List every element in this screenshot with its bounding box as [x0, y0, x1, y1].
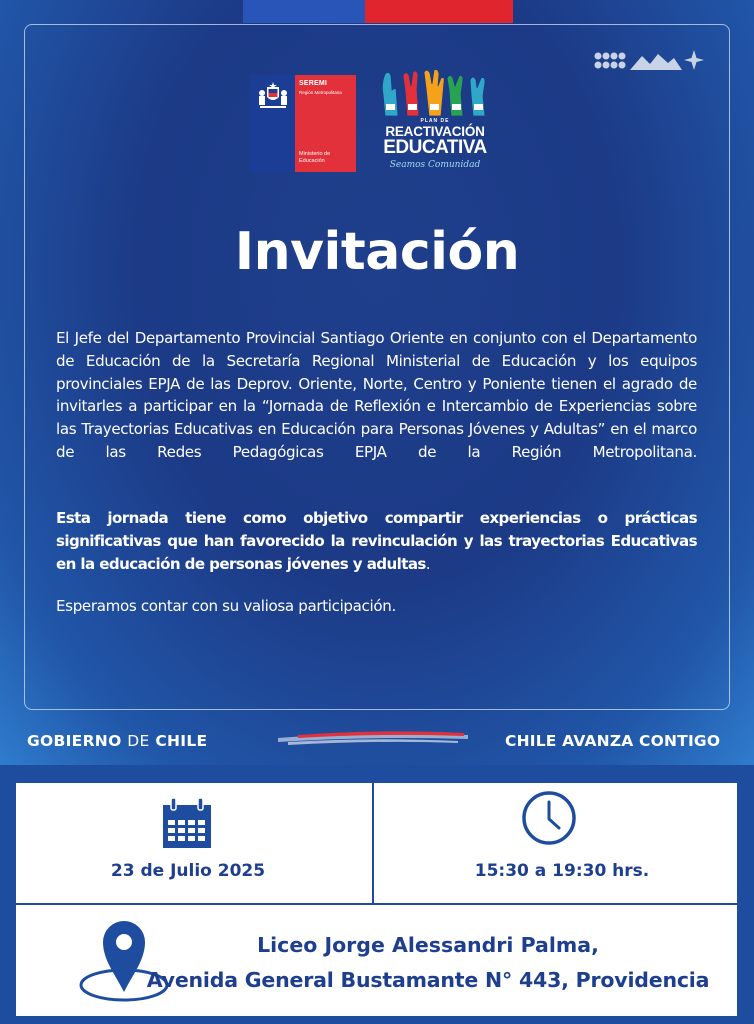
seremi-shield-panel — [250, 75, 295, 172]
gobierno-chile-word: CHILE — [155, 732, 208, 750]
seremi-region: Región Metropolitana — [299, 90, 342, 95]
flag-bar-red — [365, 0, 513, 23]
calendar-icon — [162, 797, 212, 849]
event-date: 23 de Julio 2025 — [110, 861, 266, 881]
plan-small-label: PLAN DE — [420, 118, 450, 124]
seremi-ministry — [299, 151, 330, 165]
plan-tagline: Seamos Comunidad — [389, 160, 481, 170]
seremi-red-panel — [295, 75, 356, 172]
corner-decoration-icon — [590, 48, 706, 76]
invitation-title: Invitación — [234, 222, 520, 282]
event-venue: Liceo Jorge Alessandri Palma, — [257, 933, 599, 957]
seremi-ministry-line1: Ministerio de — [299, 151, 331, 157]
objective-period: . — [425, 554, 430, 573]
body-paragraph-1: El Jefe del Departamento Provincial Santiago Oriente en conjunto con el Departamento de Educación de la Secretaría Regional Ministerial de Educación y los equipos provinciales EPJA de las Deprov. Oriente, Norte, Centro y Poniente tienen el agrado de invitarles a participar en la “Jornada de Reflexión e Intercambio de Experiencias sobre las Trayectorias Educativas en Educación para Personas Jóvenes y Adultas” en el marco de las Redes Pedagógicas EPJA de la Región Metropolitana. — [56, 329, 697, 461]
event-time: 15:30 a 19:30 hrs. — [474, 861, 650, 881]
clock-icon — [521, 790, 577, 846]
plan-line2: EDUCATIVA — [383, 137, 487, 158]
flag-bar-blue — [243, 0, 365, 23]
gobierno-word: GOBIERNO — [27, 732, 122, 750]
gobierno-de-word: DE — [127, 732, 150, 750]
body-paragraph-3: Esperamos contar con su valiosa participación. — [56, 597, 396, 615]
body-paragraph-2 — [56, 507, 697, 575]
objective-text: Esta jornada tiene como objetivo compartir experiencias o prácticas significativas que han favorecido la revinculación y las trayectorias Educativas en la educación de personas jóvenes y adultas — [56, 509, 697, 573]
chile-avanza-contigo-label: CHILE AVANZA CONTIGO — [505, 732, 721, 750]
seremi-title: SEREMI — [299, 80, 328, 87]
seremi-logo — [250, 75, 356, 172]
seremi-ministry-line2: Educación — [299, 158, 325, 164]
raised-hands-icon — [375, 66, 495, 118]
flag-stripes-decoration — [278, 729, 468, 749]
gobierno-de-chile-label — [27, 732, 207, 750]
event-address: Avenida General Bustamante N° 443, Providencia — [146, 968, 710, 992]
plan-line1: REACTIVACIÓN — [385, 124, 485, 139]
plan-reactivacion-logo — [375, 66, 501, 176]
coat-of-arms-icon — [256, 81, 290, 111]
